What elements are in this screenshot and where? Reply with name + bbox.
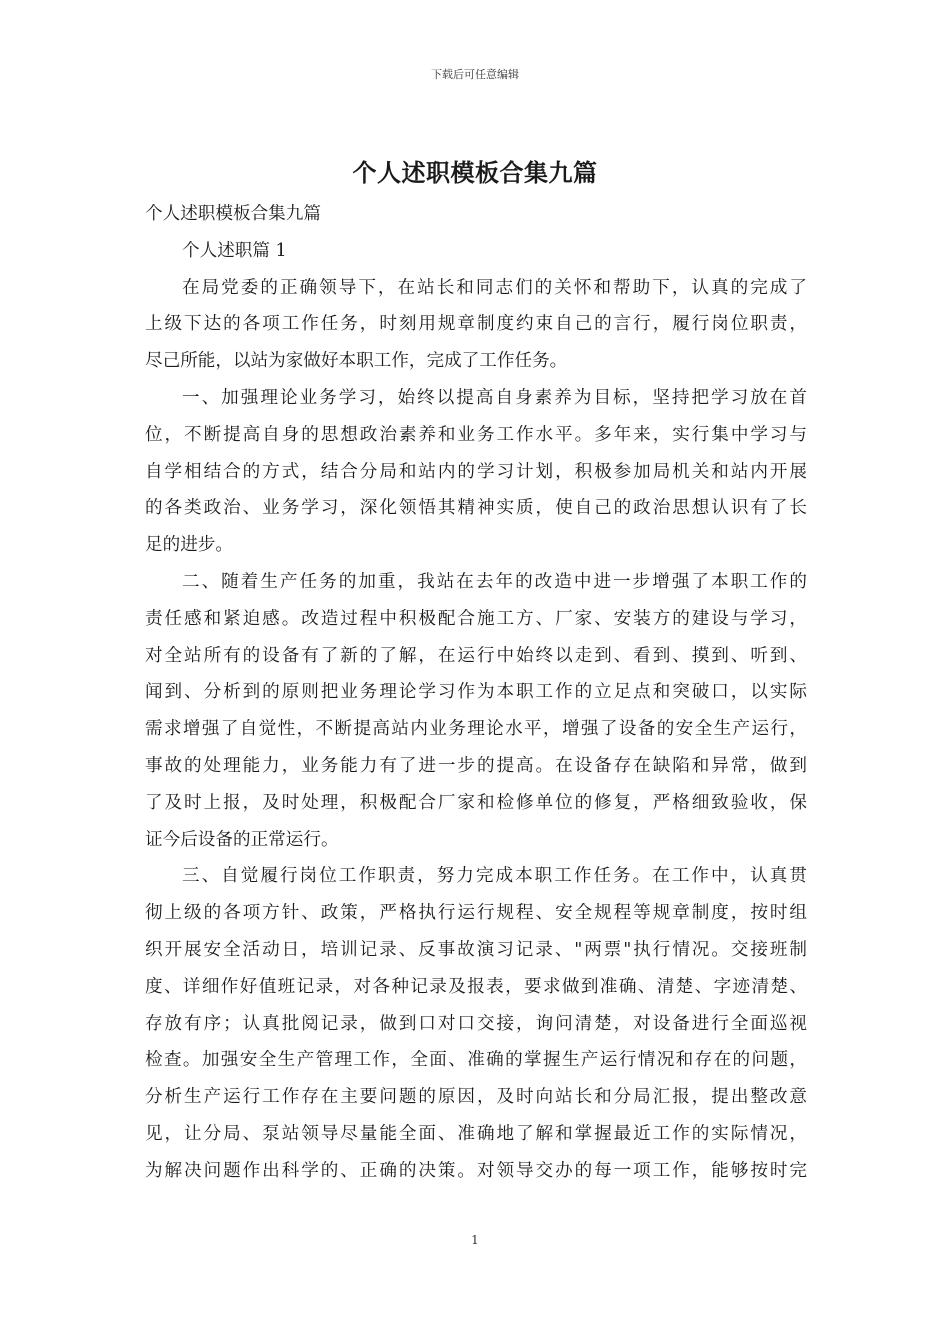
- paragraph-line: 位，不断提高自身的思想政治素养和业务工作水平。多年来，实行集中学习与: [145, 424, 807, 445]
- page-header: 下载后可任意编辑: [431, 68, 519, 81]
- page-number: 1: [471, 1233, 479, 1247]
- paragraph-line: 对全站所有的设备有了新的了解，在运行中始终以走到、看到、摸到、听到、: [145, 645, 807, 666]
- paragraph-line: 需求增强了自觉性，不断提高站内业务理论水平，增强了设备的安全生产运行，: [145, 719, 807, 740]
- section-heading: 个人述职篇 1: [182, 240, 287, 261]
- paragraph-line: 了及时上报，及时处理，积极配合厂家和检修单位的修复，严格细致验收，保: [145, 792, 807, 813]
- paragraph-line: 分析生产运行工作存在主要问题的原因，及时向站长和分局汇报，提出整改意: [145, 1087, 807, 1108]
- paragraph-line: 事故的处理能力，业务能力有了进一步的提高。在设备存在缺陷和异常，做到: [145, 755, 807, 776]
- paragraph-line: 检查。加强安全生产管理工作，全面、准确的掌握生产运行情况和存在的问题，: [145, 1050, 807, 1071]
- paragraph-line: 二、随着生产任务的加重，我站在去年的改造中进一步增强了本职工作的: [182, 571, 807, 592]
- paragraph-line: 见，让分局、泵站领导尽量能全面、准确地了解和掌握最近工作的实际情况，: [145, 1123, 807, 1144]
- paragraph-line: 在局党委的正确领导下，在站长和同志们的关怀和帮助下，认真的完成了: [182, 277, 807, 298]
- paragraph-line: 尽己所能，以站为家做好本职工作，完成了工作任务。: [145, 351, 568, 372]
- paragraph-line: 的各类政治、业务学习，深化领悟其精神实质，使自己的政治思想认识有了长: [145, 498, 807, 519]
- document-body: [145, 196, 807, 1190]
- paragraph-line: 存放有序；认真批阅记录，做到口对口交接，询问清楚，对设备进行全面巡视: [145, 1013, 807, 1034]
- paragraph-line: 三、自觉履行岗位工作职责，努力完成本职工作任务。在工作中，认真贯: [182, 866, 807, 887]
- paragraph-line: 织开展安全活动日，培训记录、反事故演习记录、"两票"执行情况。交接班制: [145, 939, 807, 960]
- paragraph-line: 度、详细作好值班记录，对各种记录及报表，要求做到准确、清楚、字迹清楚、: [145, 976, 807, 997]
- paragraph-line: 证今后设备的正常运行。: [145, 829, 339, 850]
- document-title: 个人述职模板合集九篇: [352, 158, 598, 187]
- paragraph-line: 为解决问题作出科学的、正确的决策。对领导交办的每一项工作，能够按时完: [145, 1160, 807, 1181]
- paragraph-line: 闻到、分析到的原则把业务理论学习作为本职工作的立足点和突破口，以实际: [145, 682, 807, 703]
- paragraph-line: 上级下达的各项工作任务，时刻用规章制度约束自己的言行，履行岗位职责，: [145, 314, 807, 335]
- paragraph-line: 足的进步。: [145, 535, 233, 556]
- paragraph-line: 一、加强理论业务学习，始终以提高自身素养为目标，坚持把学习放在首: [182, 387, 807, 408]
- paragraph-line: 彻上级的各项方针、政策，严格执行运行规程、安全规程等规章制度，按时组: [145, 903, 807, 924]
- paragraph-line: 自学相结合的方式，结合分局和站内的学习计划，积极参加局机关和站内开展: [145, 461, 807, 482]
- document-subtitle: 个人述职模板合集九篇: [145, 204, 321, 224]
- paragraph-line: 责任感和紧迫感。改造过程中积极配合施工方、厂家、安装方的建设与学习，: [145, 608, 807, 629]
